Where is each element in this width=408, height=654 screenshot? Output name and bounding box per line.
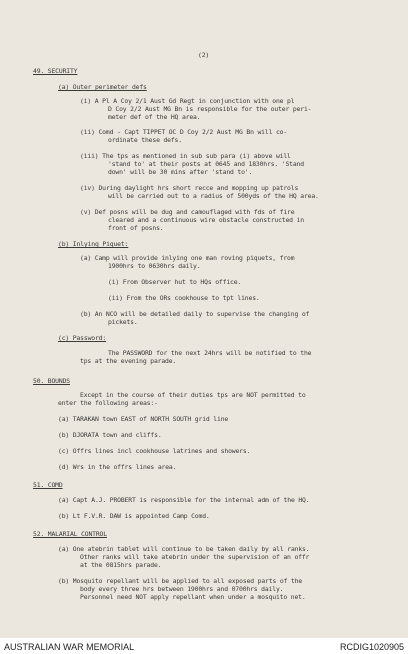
text-line: cleared and a continuous wire obstacle constructed in [108, 216, 304, 224]
text-line: (i) From Observer hut to HQs office. [108, 278, 242, 286]
text-line: will be carried out to a radius of 500yds of the HQ area. [108, 192, 319, 200]
text-line: (b) DJORATA town and cliffs. [58, 431, 162, 439]
section-heading-malarial-control: 52. MALARIAL CONTROL [33, 530, 107, 538]
text-line: body every three hrs between 1900hrs and 0700hrs daily. [80, 585, 284, 593]
section-heading-comd: 51. COMD [33, 481, 63, 489]
footer-institution: AUSTRALIAN WAR MEMORIAL [4, 642, 135, 652]
text-line: (b) An NCO will be detailed daily to supervise the changing of [80, 310, 310, 318]
text-line: down' will be 30 mins after 'stand to'. [108, 168, 253, 176]
text-line: 1900hrs to 0630hrs daily. [108, 262, 201, 270]
text-line: (a) Capt A.J. PROBERT is responsible for the internal adm of the HQ. [58, 496, 310, 504]
text-line: meter def of the HQ area. [108, 113, 201, 121]
section-heading-bounds: 50. BOUNDS [33, 377, 70, 385]
text-line: (ii) Comd - Capt TIPPET OC D Coy 2/2 Aust MG Bn will co- [80, 128, 288, 136]
text-line: Except in the course of their duties tps are NOT permitted to [80, 391, 306, 399]
text-line: (b) Lt F.V.R. DAW is appointed Camp Comd. [58, 512, 210, 520]
footer-record-id: RCDIG1020905 [339, 642, 404, 652]
text-line: (c) Offrs lines incl cookhouse latrines and showers. [58, 447, 251, 455]
text-line: pickets. [108, 318, 138, 326]
text-line: (ii) From the ORs cookhouse to tpt lines. [108, 294, 260, 302]
text-line: Other ranks will take atebrin under the supervision of an offr [80, 553, 310, 561]
page-number: (2) [198, 51, 210, 59]
text-line: The PASSWORD for the next 24hrs will be notified to the [108, 349, 312, 357]
text-line: enter the following areas:- [58, 399, 158, 407]
subheading-outer-perimeter: (a) Outer perimeter defs [58, 83, 147, 91]
archive-footer [0, 638, 408, 654]
text-line: Personnel need NOT apply repellant when under a mosquito net. [80, 593, 306, 601]
text-line: (b) Mosquito repellant will be applied to all exposed parts of the [58, 577, 303, 585]
text-line: D Coy 2/2 Aust MG Bn is responsible for the outer peri- [108, 105, 312, 113]
text-line: (a) Camp will provide inlying one man roving piquets, from [80, 254, 295, 262]
text-line: (v) Def posns will be dug and camouflaged with fds of fire [80, 208, 295, 216]
text-line: front of posns. [108, 224, 164, 232]
section-heading-security: 49. SECURITY [33, 67, 78, 75]
text-line: (iv) During daylight hrs short recce and mopping up patrols [80, 184, 299, 192]
text-line: at the 0815hrs parade. [80, 561, 162, 569]
subheading-password: (c) Password: [58, 334, 107, 342]
text-line: (i) A Pl A Coy 2/1 Aust Gd Regt in conjunction with one pl [80, 97, 295, 105]
text-line: (iii) The tps as mentioned in sub sub para (i) above will [80, 152, 291, 160]
text-line: (d) Wrs in the offrs lines area. [58, 463, 177, 471]
text-line: (a) TARAKAN town EAST of NORTH SOUTH grid line [58, 415, 229, 423]
subheading-inlying-piquet: (b) Inlying Piquet: [58, 240, 129, 248]
text-line: tps at the evening parade. [80, 357, 177, 365]
text-line: 'stand to' at their posts at 0645 and 1830hrs. 'Stand [108, 160, 304, 168]
text-line: (a) One atebrin tablet will continue to be taken daily by all ranks. [58, 545, 310, 553]
text-line: ordinate these defs. [108, 136, 182, 144]
